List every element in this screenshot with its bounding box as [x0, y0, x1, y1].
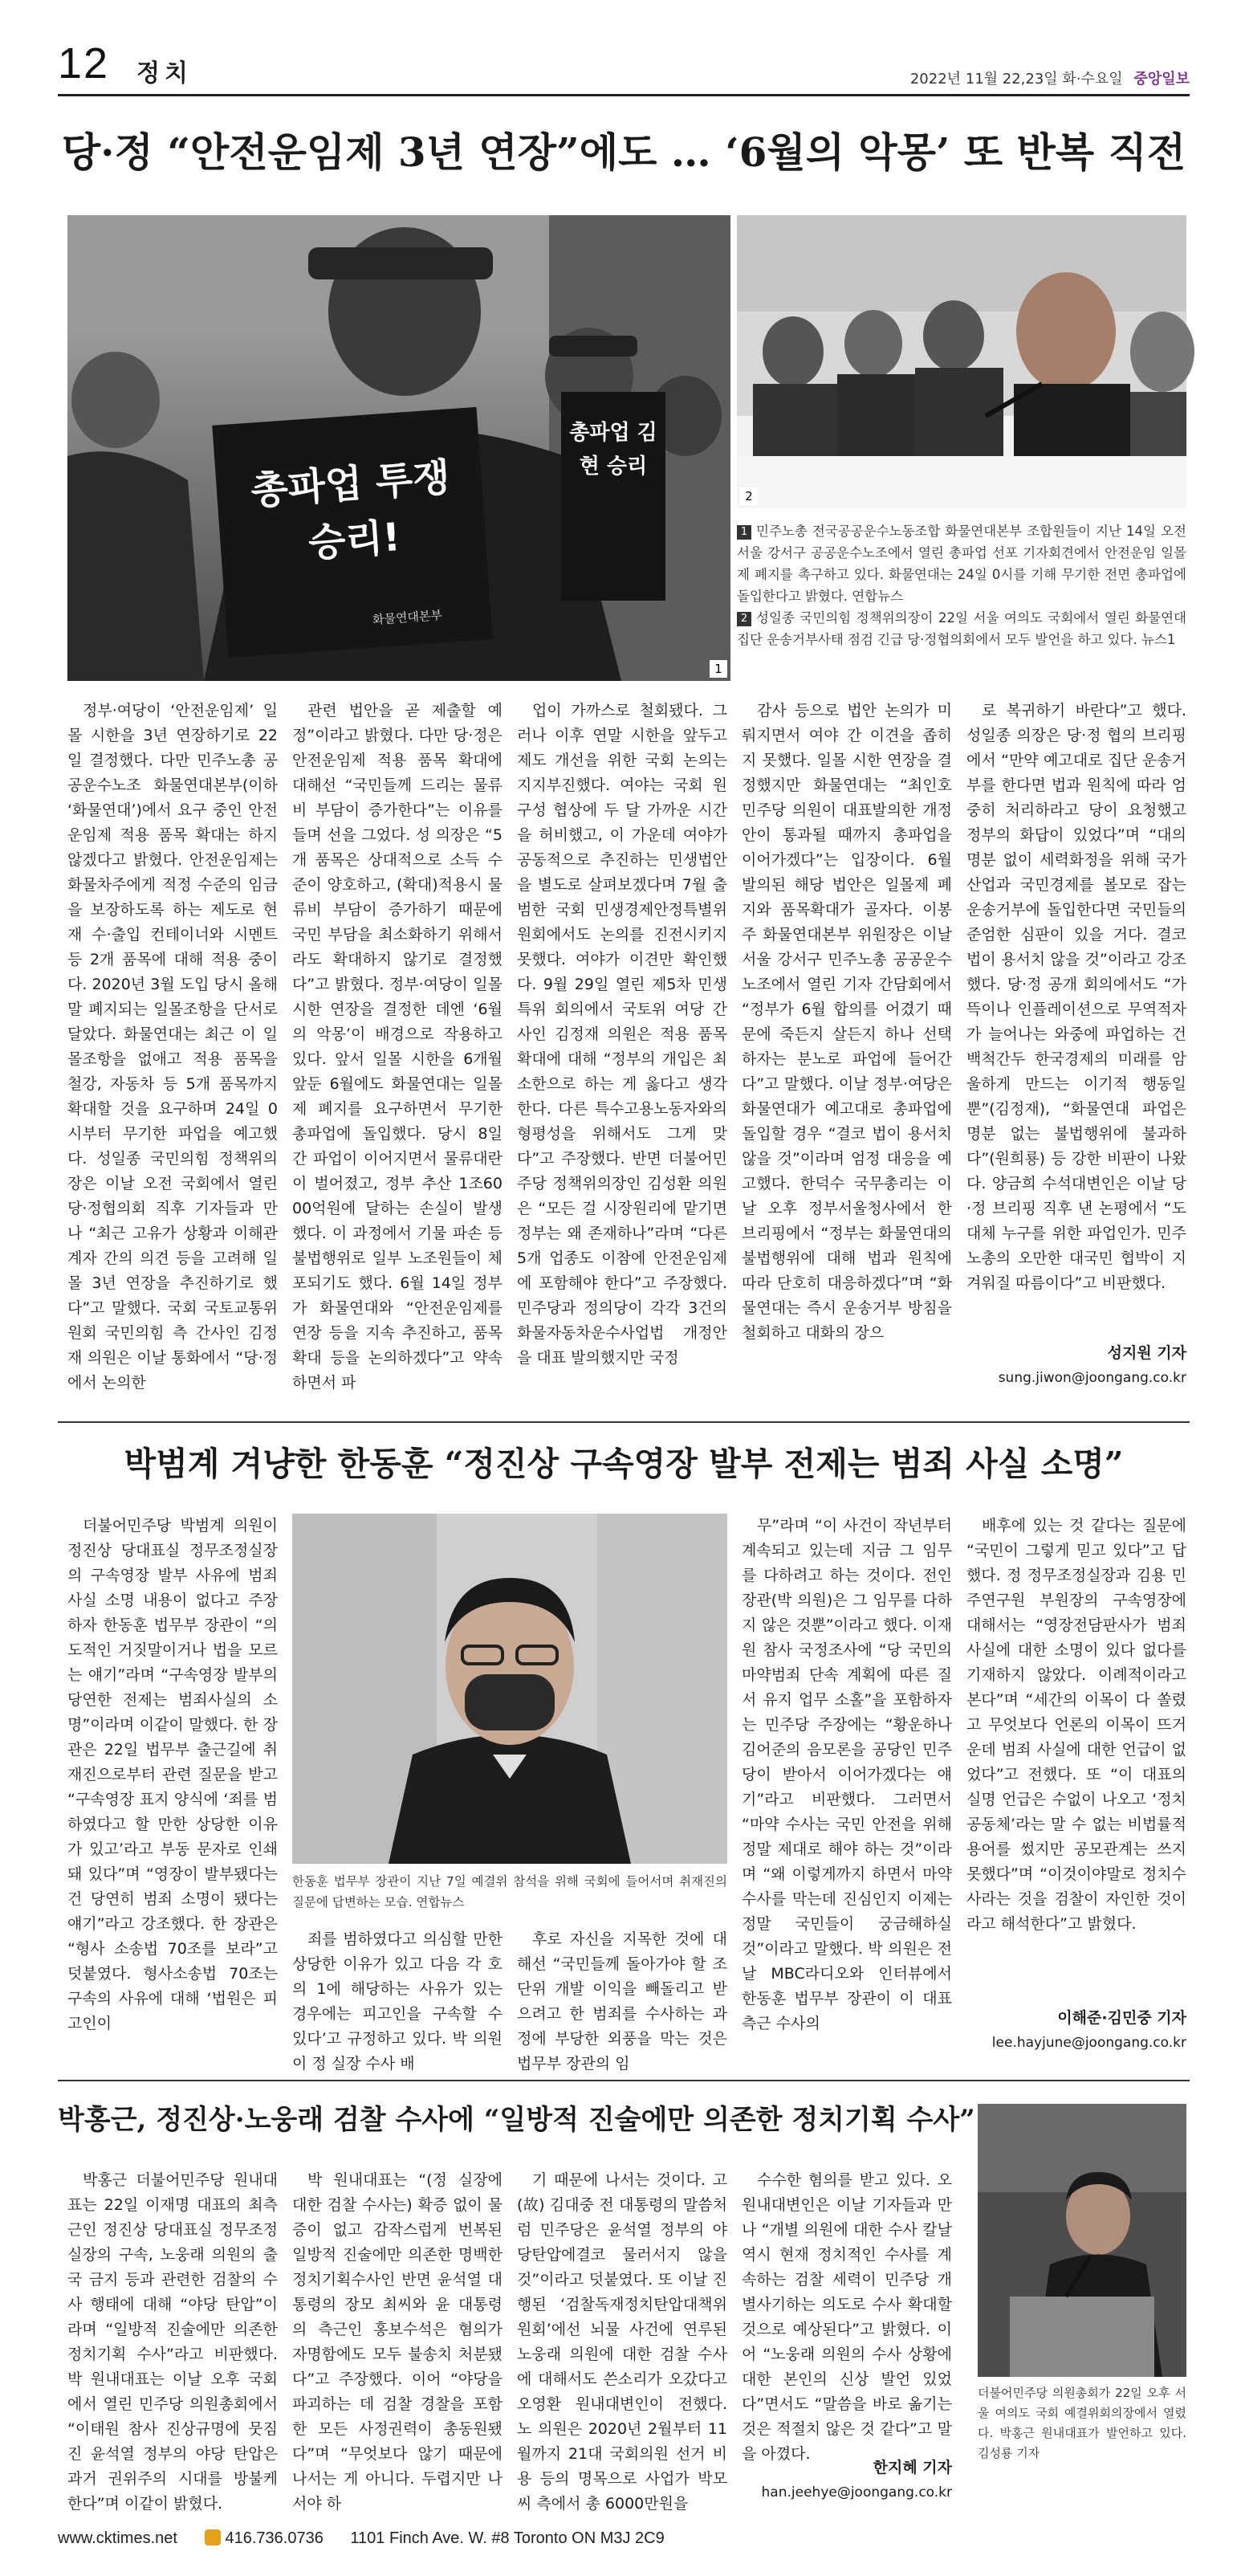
article2-col1-text: 더불어민주당 박범계 의원이 정진상 당대표실 정무조정실장의 구속영장 발부 사유에 범죄사실 소명 내용이 없다고 주장하자 한동훈 법무부 장관이 “의도적인 거짓말이거나 법을 모르는 얘기”라며 “구속영장 발부의 당연한 전제는 범죄사실의 소명”이라며 이같이 말했다. 한 장관은 22일 법무부 출근길에 취재진으로부터 관련 질문을 받고 “구속영장 표지 양식에 ‘죄를 범하였다고 할 만한 상당한 이유가 있고’라고 부동 문자로 인쇄돼 있다”며 “영장이 발부됐다는 건 당연히 범죄 소명이 됐다는 얘기”라고 강조했다. 한 장관은 “형사 소송법 70조를 보라”고 덧붙였다. 형사소송법 70조는 구속의 사유에 대해 ‘법원은 피고인이	[67, 1517, 278, 2032]
photo1-number: 1	[710, 660, 727, 678]
sign-main-text: 총파업 투쟁 승리!	[249, 454, 452, 566]
article3-col1-text: 박홍근 더불어민주당 원내대표는 22일 이재명 대표의 최측근인 정진상 당대표실 정무조정실장의 구속, 노웅래 의원의 출국 금지 등과 관련한 검찰의 수사 행태에 대해 “야당 탄압”이라며 “일방적 진술에만 의존한 정치기획 수사”라고 비판했다. 박 원내대표는 이날 오후 국회에서 열린 민주당 의원총회에서 “이태원 참사 진상규명에 뭇짐 진 윤석열 정부의 야당 탄압은 과거 권위주의 시대를 방불케 한다”며 이같이 밝혔다.	[67, 2171, 278, 2513]
article1-col1-text: 정부·여당이 ‘안전운임제’ 일몰 시한을 3년 연장하기로 22일 결정했다. 다만 민주노총 공공운수노조 화물연대본부(이하 ‘화물연대’)에서 요구 중인 안전운임제 적용 품목 확대는 하지 않겠다고 밝혔다. 안전운임제는 화물차주에게 적정 수준의 임금을 보장하도록 하는 제도로 현재 수·출입 컨테이너와 시멘트 등 2개 품목에 대해 적용 중이다. 2020년 3월 도입 당시 올해 말 폐지되는 일몰조항을 단서로 달았다. 화물연대는 최근 이 일몰조항을 없애고 적용 품목을 철강, 자동차 등 5개 품목까지 확대할 것을 요구하며 24일 0시부터 무기한 파업을 예고했다. 성일종 국민의힘 정책위의장은 이날 오전 국회에서 열린 당·정협의회 직후 기자들과 만나 “최근 고유가 상황과 이해관계자 간의 의견 등을 고려해 일몰 3년 연장을 추진하기로 했다”고 말했다. 국회 국토교통위원회 국민의힘 측 간사인 김정재 의원은 이날 통화에서 “당·정에서 논의한	[67, 702, 278, 1392]
footer	[58, 2529, 1190, 2562]
article1-col1	[67, 699, 278, 1405]
article3-col2	[292, 2168, 502, 2513]
caption1-text: 민주노총 전국공공운수노동조합 화물연대본부 조합원들이 지난 14일 오전 서울 강서구 공공운수노조에서 열린 총파업 선포 기자회견에서 안전운임 일몰제 폐지를 촉구하고 있다. 화물연대는 24일 0시를 기해 무기한 전면 총파업에 돌입한다고 밝혔다. 연합뉴스	[737, 524, 1186, 604]
article-divider-1	[58, 1421, 1190, 1423]
article2-photo	[292, 1514, 727, 1864]
article3-headline: 박홍근, 정진상·노웅래 검찰 수사에 “일방적 진술에만 의존한 정치기획 수사”	[58, 2104, 975, 2136]
article2-caption: 한동훈 법무부 장관이 지난 7일 예결위 참석을 위해 국회에 들어서며 취재진의 질문에 답변하는 모습. 연합뉴스	[292, 1874, 727, 1910]
phone-icon	[205, 2529, 221, 2545]
sign-main	[228, 448, 476, 577]
article3-byline: 한지혜 기자	[873, 2459, 952, 2476]
article2-col2	[292, 1927, 502, 2073]
article1-col5-text: 로 복귀하기 바란다”고 했다. 성일종 의장은 당·정 협의 브리핑에서 “만약 예고대로 집단 운송거부를 한다면 법과 원칙에 따라 엄중히 처리하라고 당이 요청했고 정부의 화답이 있었다”며 “대의명분 없이 세력화정을 위해 국가산업과 국민경제를 볼모로 잡는 운송거부에 돌입한다면 국민들의 준엄한 심판이 있을 거다. 결코 법이 용서치 않을 것”이라고 강조했다. 당·정 공개 회의에서도 “가뜩이나 인플레이션으로 무역적자가 늘어나는 와중에 파업하는 건 백척간두 한국경제의 미래를 암울하게 만드는 이기적 행동일 뿐”(김정재), “화물연대 파업은 명분 없는 불법행위에 불과하다”(원희룡) 등 강한 비판이 나왔다. 양금희 수석대변인은 이날 당·정 브리핑 직후 낸 논평에서 “도대체 누구를 위한 파업인가. 민주노총의 오만한 대국민 협박이 지겨워질 따름이다”고 비판했다.	[966, 702, 1186, 1292]
article2-col5	[966, 1514, 1186, 1995]
speaker-photo-illustration	[978, 2104, 1186, 2377]
section-name: 정치	[136, 59, 193, 88]
article1-col2	[292, 699, 502, 1405]
article1-photo2	[737, 215, 1186, 508]
footer-phone-text: 416.736.0736	[225, 2529, 323, 2547]
article1-photo1	[67, 215, 730, 681]
article1-captions	[737, 520, 1186, 681]
article1-col3	[517, 699, 727, 1405]
article-divider-2	[58, 2080, 1190, 2081]
photo2-number: 2	[740, 487, 758, 505]
article3-caption: 더불어민주당 의원총회가 22일 오후 서울 여의도 국회 예결위회의장에서 열렸다. 박홍근 원내대표가 발언하고 있다. 김성룡 기자	[978, 2386, 1186, 2460]
article2-col4	[742, 1514, 952, 2068]
article3-col3-text: 기 때문에 나서는 것이다. 고(故) 김대중 전 대통령의 말씀처럼 민주당은 윤석열 정부의 야당탄압에결코 물러서지 않을 것”이라고 덧붙였다. 또 이날 진행된 ‘검찰독재정치탄압대책위원회’에선 뇌물 사건에 연루된 노웅래 의원에 대한 검찰 수사에 대해서도 쓴소리가 오갔다고 오영환 원내대변인이 전했다. 노 의원은 2020년 2월부터 11월까지 21대 국회의원 선거 비용 등의 명목으로 사업가 박모씨 측에서 총 6000만원을	[517, 2171, 727, 2513]
article2-col2-text: 죄를 범하였다고 의심할 만한 상당한 이유가 있고 다음 각 호의 1에 해당하는 사유가 있는 경우에는 피고인을 구속할 수 있다’고 규정하고 있다. 박 의원이 정 실장 수사 배	[292, 1930, 502, 2073]
article3-col2-text: 박 원내대표는 “(정 실장에 대한 검찰 수사는) 확증 없이 물증이 없고 감작스럽게 번복된 일방적 진술에만 의존한 명백한 정치기획수사인 반면 윤석열 대통령의 장모 최씨와 윤 대통령의 측근인 홍보수석은 혐의가 자명함에도 모두 불송치 처분됐다”고 주장했다. 이어 “야당을 파괴하는 데 검찰 경찰을 포함한 모든 사정권력이 총동원됐다”며 “무엇보다 않기 때문에 나서는 게 아니다. 두렵지만 나서야 하	[292, 2171, 502, 2513]
page-number: 12	[58, 39, 110, 88]
footer-phone	[205, 2529, 323, 2548]
article3-col1	[67, 2168, 278, 2513]
article3-col3	[517, 2168, 727, 2513]
footer-address: 1101 Finch Ave. W. #8 Toronto ON M3J 2C9	[350, 2529, 665, 2547]
article1-col4	[742, 699, 952, 1405]
article1-headline: 당·정 “안전운임제 3년 연장”에도 … ‘6월의 악몽’ 또 반복 직전	[61, 128, 1186, 176]
article3-col4-text: 수수한 혐의를 받고 있다. 오 원내대변인은 이날 기자들과 만나 “개별 의원에 대한 수사 칼날 역시 현재 정치적인 수사를 계속하는 검찰 세력이 민주당 개별사기하는 의도로 수사 확대할 것으로 예상된다”고 밝혔다. 이어 “노웅래 의원의 수사 상황에 대한 본인의 신상 발언 있었다”면서도 “말씀을 바로 옮기는 것은 적절치 않은 것 같다”고 말을 아꼈다.	[742, 2171, 952, 2463]
caption1-number: 1	[737, 525, 751, 540]
portrait-photo-illustration	[292, 1514, 727, 1864]
sign-main-sub: 화물연대본부	[372, 607, 443, 628]
article1-col2-text: 관련 법안을 곧 제출할 예정”이라고 밝혔다. 다만 당·정은 안전운임제 적용 품목 확대에 대해선 “국민들께 드리는 물류비 부담이 증가한다”는 이유를 들며 선을 그었다. 성 의장은 “5개 품목은 상대적으로 소득 수준이 양호하고, (확대)적용시 물류비 부담이 증가하기 때문에 국민 부담을 최소화하기 위해서라도 확대하지 않기로 결정했다”고 밝혔다. 정부·여당이 일몰 시한 연장을 결정한 데엔 ‘6월의 악몽’이 배경으로 작용하고 있다. 앞서 일몰 시한을 6개월 앞둔 6월에도 화물연대는 일몰제 폐지를 요구하면서 무기한 총파업에 돌입했다. 당시 8일 간 파업이 이어지면서 물류대란이 벌어졌고, 정부 추산 1조6000억원에 달하는 손실이 발생했다. 이 과정에서 기물 파손 등 불법행위로 일부 노조원들이 체포되기도 했다. 6월 14일 정부가 화물연대와 “안전운임제를 연장 등을 지속 추진하고, 품목확대 등을 논의하겠다”고 약속하면서 파	[292, 702, 502, 1392]
article1-col5	[966, 699, 1186, 1333]
footer-website[interactable]: www.cktimes.net	[58, 2529, 177, 2547]
caption2	[737, 607, 1186, 650]
article2-col5-text: 배후에 있는 것 같다는 질문에 “국민이 그렇게 믿고 있다”고 답했다. 정 정무조정실장과 김용 민주연구원 부원장의 구속영장에 대해서는 “영장전담판사가 범죄사실에 대한 소명이 있다 없다를 기재하지 않았다. 이례적이라고 본다”며 “세간의 이목이 다 쏠렸고 무엇보다 언론의 이목이 뜨거운데 범죄 사실에 대한 언급이 없었다”고 전했다. 또 “이 대표의 실명 언급은 수없이 나오고 ‘정치공동체’라는 말 수 없는 비법률적 용어를 썼지만 공모관계는 쓰지 못했다”며 “이것이야말로 정치수사라는 것을 검찰이 자인한 것이라고 해석한다”고 밝혔다.	[966, 1517, 1186, 1933]
issue-date: 2022년 11월 22,23일 화·수요일	[909, 71, 1123, 88]
meeting-photo-illustration	[737, 215, 1186, 508]
article2-byline: 이해준·김민중 기자	[1057, 2009, 1186, 2027]
article1-email: sung.jiwon@joongang.co.kr	[998, 1370, 1186, 1386]
masthead	[58, 32, 1190, 96]
newspaper-brand: 중앙일보	[1133, 71, 1190, 88]
article2-col1	[67, 1514, 278, 2068]
caption2-number: 2	[737, 612, 751, 626]
article2-headline: 박범계 겨냥한 한동훈 “정진상 구속영장 발부 전제는 범죄 사실 소명”	[124, 1445, 1124, 1483]
masthead-info	[910, 67, 1190, 88]
caption1	[737, 520, 1186, 607]
article2-col3	[517, 1927, 727, 2073]
article2-col3-text: 후로 자신을 지목한 것에 대해선 “국민들께 돌아가야 할 조 단위 개발 이익을 빼돌리고 받으려고 한 범죄를 수사하는 과정에 부당한 외풍을 막는 것은 법무부 장관의 임	[517, 1930, 727, 2073]
sign-secondary: 총파업 김현 승리	[569, 421, 657, 479]
caption2-text: 성일종 국민의힘 정책위의장이 22일 서울 여의도 국회에서 열린 화물연대 집단 운송거부사태 점검 긴급 당·정협의회에서 모두 발언을 하고 있다. 뉴스1	[737, 610, 1186, 647]
article3-photo	[978, 2104, 1186, 2377]
article1-byline: 성지원 기자	[1107, 1344, 1186, 1362]
article3-col4	[742, 2168, 952, 2463]
article2-col4-text: 무”라며 “이 사건이 작년부터 계속되고 있는데 지금 그 임무를 다하려고 하는 것이다. 전인 장관(박 의원)은 그 임무를 다하지 않은 것뿐”이라고 했다. 이재원 참사 국정조사에 “당 국민의 마약범죄 단속 계획에 따른 질서 유지 업무 소홀”을 포함하자는 민주당 주장에는 “황운하나 김어준의 음모론을 공당인 민주당이 받아서 이어가겠다는 얘기”라고 비판했다. 그러면서 “마약 수사는 국민 안전을 위해 정말 제대로 해야 하는 것”이라며 “왜 이렇게까지 하면서 마약 수사를 막는데 진심인지 이제는 정말 국민들이 궁금해하실 것”이라고 말했다. 박 의원은 전날 MBC라디오와 인터뷰에서 한동훈 법무부 장관이 이 대표 측근 수사의	[742, 1517, 952, 2032]
article1-col4-text: 감사 등으로 법안 논의가 미뤄지면서 여야 간 이견을 좁히지 못했다. 일몰 시한 연장을 결정했지만 화물연대는 “최인호 민주당 의원이 대표발의한 개정안이 통과될 때까지 총파업을 이어가겠다”는 입장이다. 6월 발의된 해당 법안은 일몰제 폐지와 품목확대가 골자다. 이봉주 화물연대본부 위원장은 이날 서울 강서구 민주노총 공공운수노조에서 열린 기자 간담회에서 “정부가 6월 합의를 어겼기 때문에 죽든지 살든지 하나 선택하자는 분노로 파업에 들어간다”고 말했다. 이날 정부·여당은 화물연대가 예고대로 총파업에 돌입할 경우 “결코 법이 용서치 않을 것”이라며 엄정 대응을 예고했다. 한덕수 국무총리는 이날 오후 정부서울청사에서 한 브리핑에서 “정부는 화물연대의 불법행위에 대해 법과 원칙에 따라 단호히 대응하겠다”며 “화물연대는 즉시 운송거부 방침을 철회하고 대화의 장으	[742, 702, 952, 1342]
article2-email: lee.hayjune@joongang.co.kr	[991, 2035, 1186, 2051]
article3-email: han.jeehye@joongang.co.kr	[761, 2484, 952, 2501]
article1-col3-text: 업이 가까스로 철회됐다. 그러나 이후 연말 시한을 앞두고 제도 개선을 위한 국회 논의는 지지부진했다. 여야는 국회 원 구성 협상에 두 달 가까운 시간을 허비했고, 이 가운데 여야가 공동적으로 추진하는 민생법안을 별도로 살펴보겠다며 7월 출범한 국회 민생경제안정특별위원회에서도 논의를 진전시키지 못했다. 여야가 이견만 확인했다. 9월 29일 열린 제5차 민생특위 회의에서 국토위 여당 간사인 김정재 의원은 적용 품목 확대에 대해 “정부의 개입은 최소한으로 하는 게 옳다고 생각한다. 다른 특수고용노동자와의 형평성을 위해서도 그게 맞다”고 주장했다. 반면 더불어민주당 정책위의장인 김성환 의원은 “모든 걸 시장원리에 맡기면 정부는 왜 존재하나”라며 “다른 5개 업종도 이참에 안전운임제에 포함해야 한다”고 주장했다. 민주당과 정의당이 각각 3건의 화물자동차운수사업법 개정안을 대표 발의했지만 국정	[517, 702, 727, 1367]
